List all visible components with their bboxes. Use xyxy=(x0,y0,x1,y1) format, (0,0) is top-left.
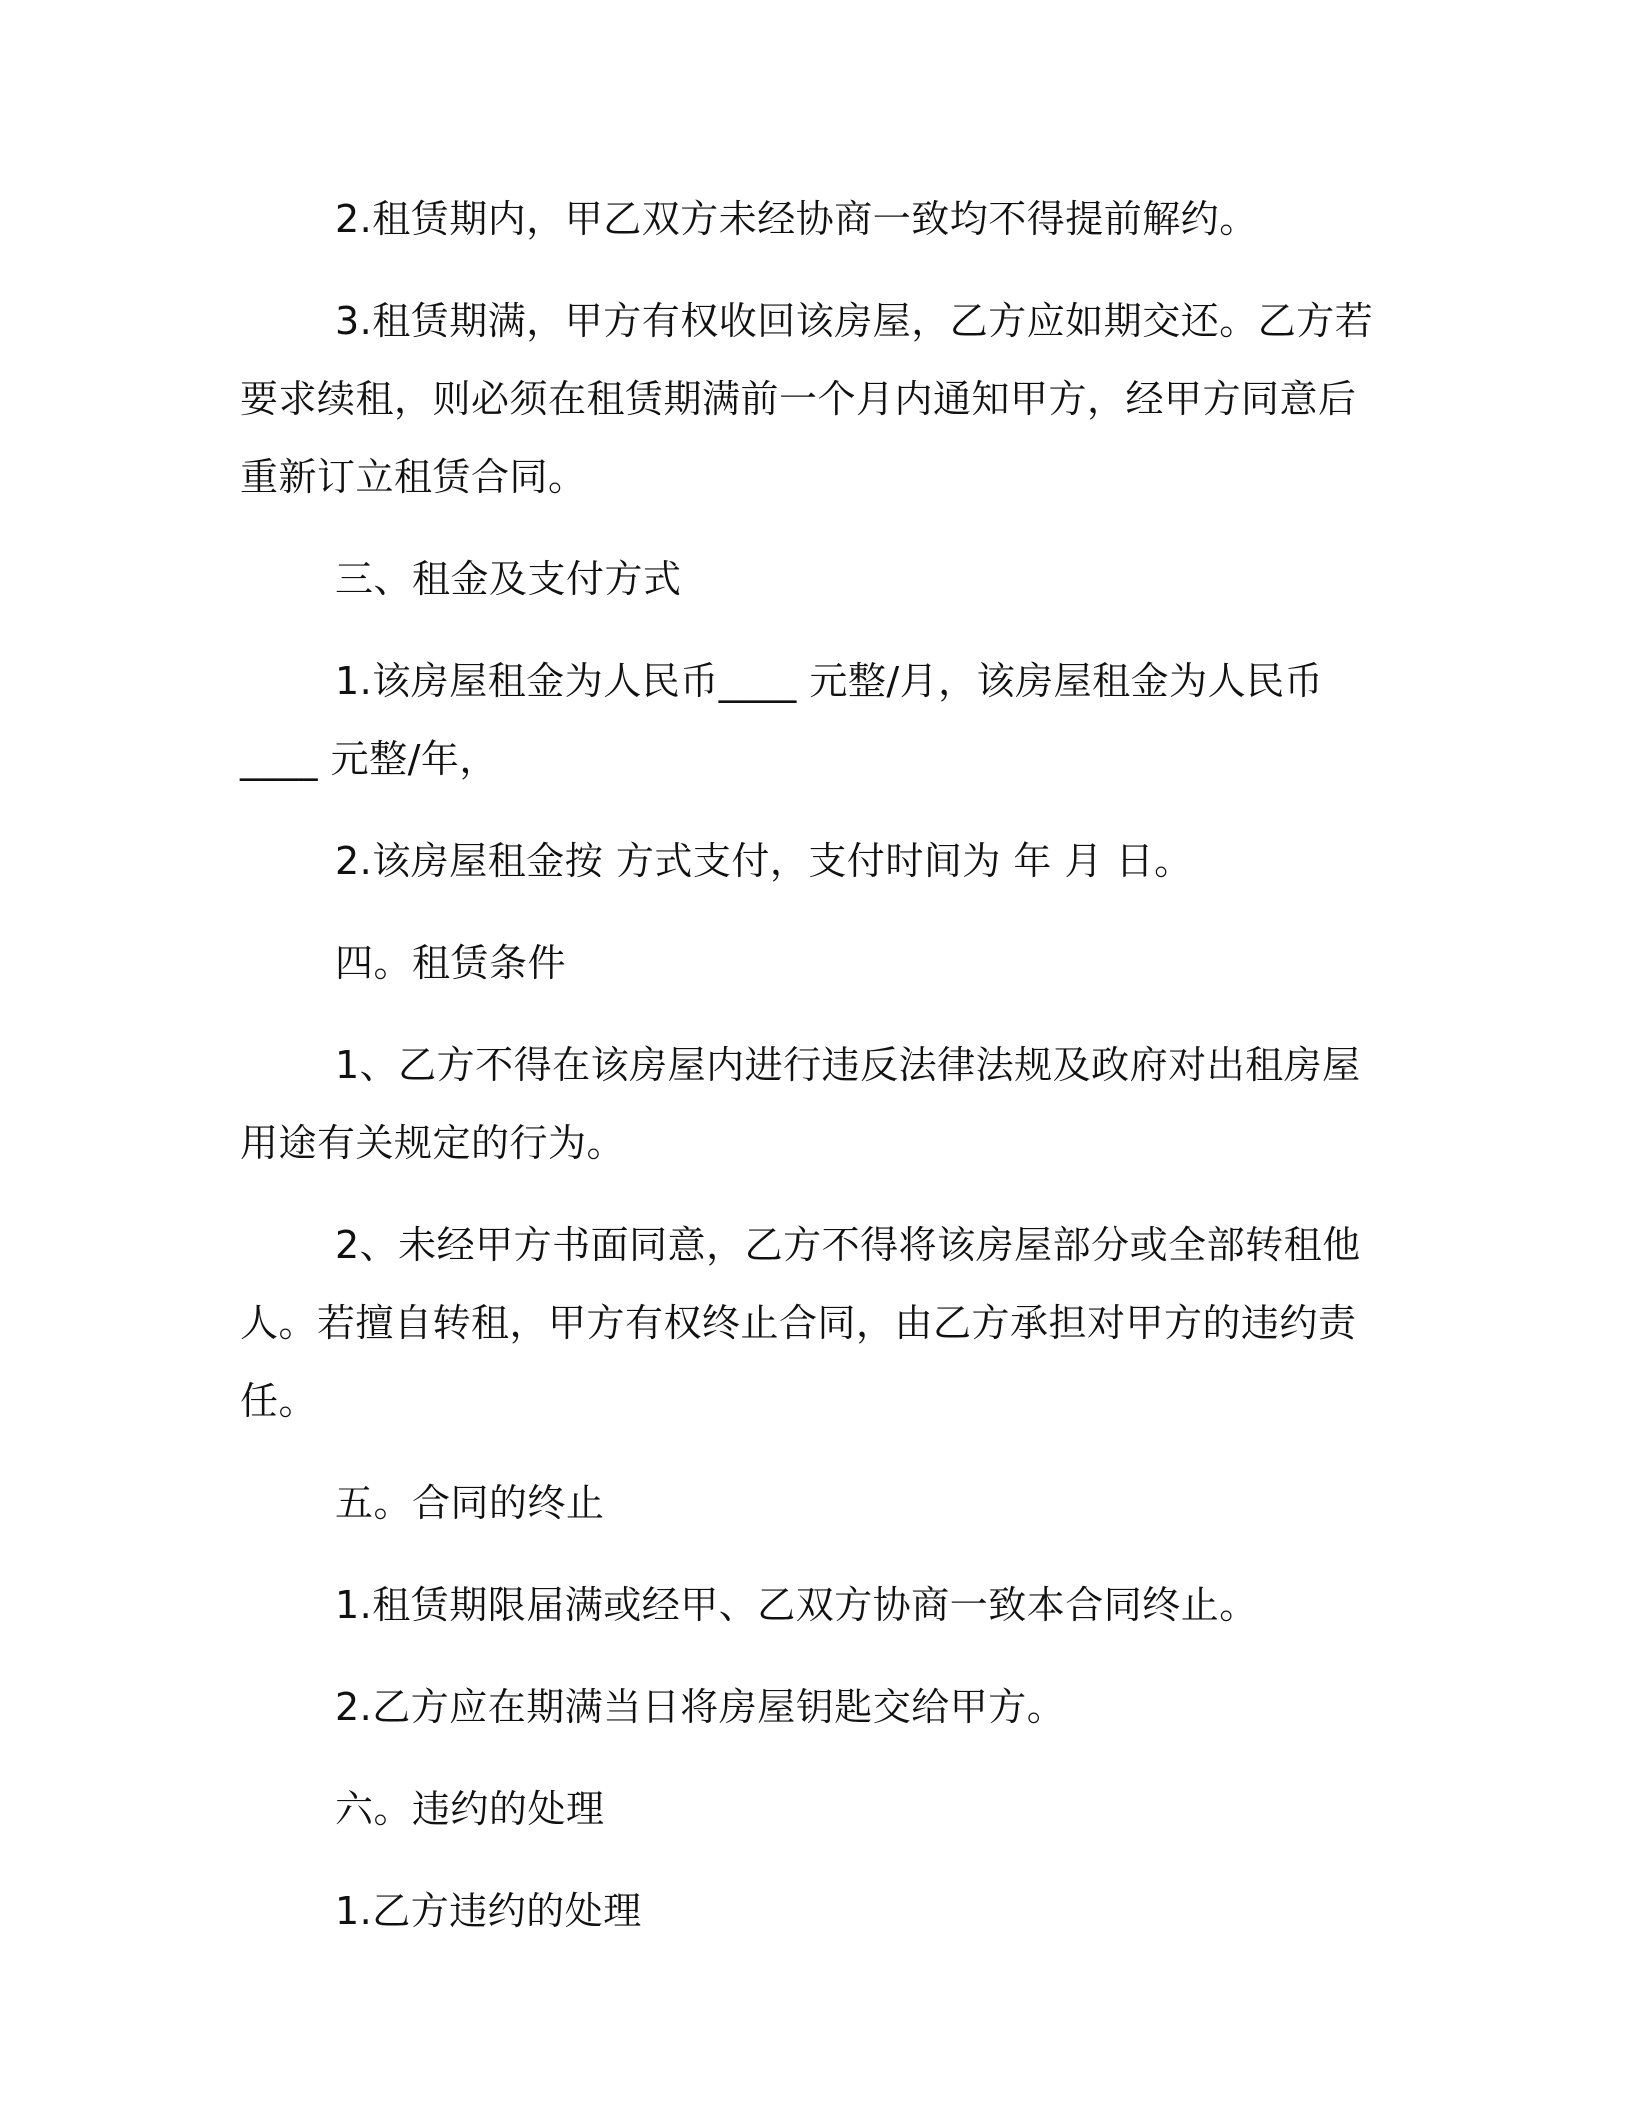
paragraph-tenant-breach: 1.乙方违约的处理 xyxy=(335,1889,642,1933)
paragraph-termination-conditions: 1.租赁期限届满或经甲、乙双方协商一致本合同终止。 xyxy=(335,1583,1258,1627)
paragraph-rent-amount: 1.该房屋租金为人民币____ 元整/月，该房屋租金为人民币____ 元整/年， xyxy=(240,659,1324,781)
section-heading-lease-conditions: 四。租赁条件 xyxy=(335,941,567,985)
paragraph-lawful-use: 1、乙方不得在该房屋内进行违反法律法规及政府对出租房屋用途有关规定的行为。 xyxy=(240,1043,1361,1165)
section-heading-termination: 五。合同的终止 xyxy=(335,1481,605,1525)
paragraph-sublease-restriction: 2、未经甲方书面同意，乙方不得将该房屋部分或全部转租他人。若擅自转租，甲方有权终止合同，由乙方承担对甲方的违约责任。 xyxy=(240,1223,1361,1423)
section-heading-rent-payment: 三、租金及支付方式 xyxy=(335,557,682,601)
paragraph-key-return: 2.乙方应在期满当日将房屋钥匙交给甲方。 xyxy=(335,1685,1066,1729)
section-heading-breach: 六。违约的处理 xyxy=(335,1787,605,1831)
document-body xyxy=(240,180,1390,1974)
paragraph-early-termination: 2.租赁期内，甲乙双方未经协商一致均不得提前解约。 xyxy=(335,197,1258,241)
paragraph-payment-method: 2.该房屋租金按 方式支付，支付时间为 年 月 日。 xyxy=(335,839,1193,883)
paragraph-lease-expiry-renewal: 3.租赁期满，甲方有权收回该房屋，乙方应如期交还。乙方若要求续租，则必须在租赁期满前一个月内通知甲方，经甲方同意后重新订立租赁合同。 xyxy=(240,299,1374,499)
